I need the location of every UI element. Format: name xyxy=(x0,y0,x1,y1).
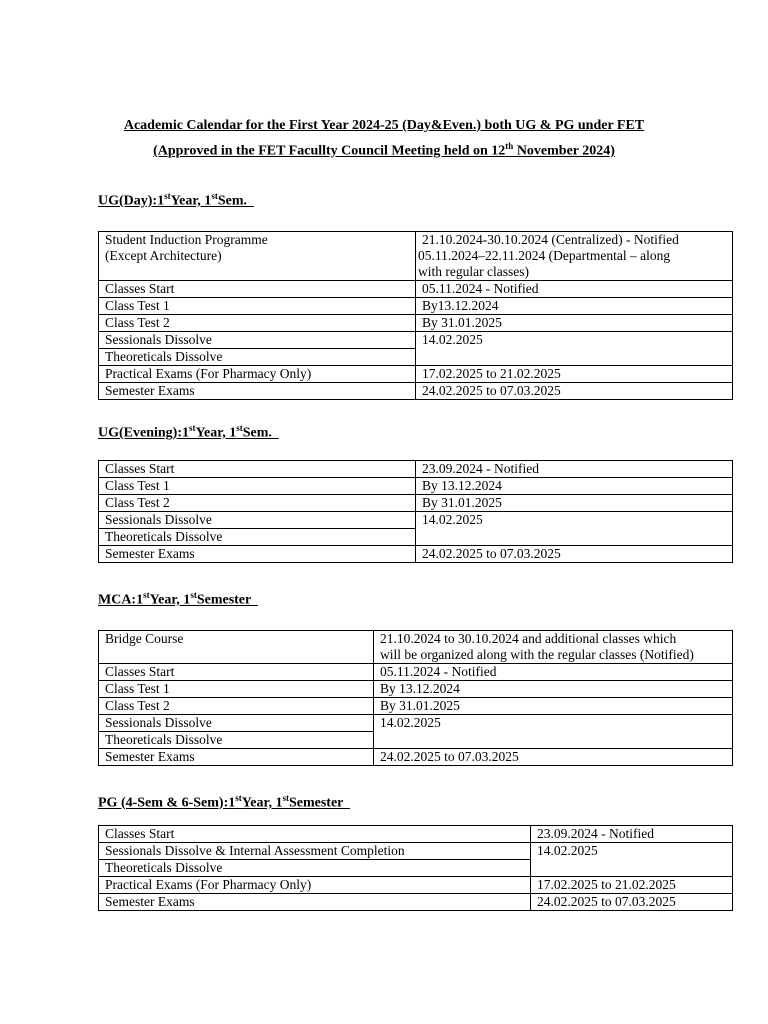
heading-sup: st xyxy=(143,590,150,600)
table-cell-label: Class Test 2 xyxy=(99,315,416,332)
table-cell-value: 24.02.2025 to 07.03.2025 xyxy=(531,894,733,911)
table-cell-value: 14.02.2025 xyxy=(416,332,733,349)
table-row xyxy=(99,512,733,529)
table-cell-value: By 31.01.2025 xyxy=(374,698,733,715)
heading-part: MCA:1 xyxy=(98,592,144,608)
table-cell-value xyxy=(374,732,733,749)
table-cell-label: Practical Exams (For Pharmacy Only) xyxy=(99,877,531,894)
table-cell-label: Sessionals Dissolve & Internal Assessment Completion xyxy=(99,843,531,860)
table-cell-label: Theoreticals Dissolve xyxy=(99,529,416,546)
table-cell-value: 24.02.2025 to 07.03.2025 xyxy=(416,546,733,563)
table-cell-label: Classes Start xyxy=(99,281,416,298)
pg-heading xyxy=(98,793,350,812)
table-cell-value: 24.02.2025 to 07.03.2025 xyxy=(416,383,733,400)
table-row xyxy=(99,349,733,366)
cell-text: Student Induction Programme xyxy=(105,232,268,247)
cell-text: 21.10.2024 to 30.10.2024 and additional classes which xyxy=(380,631,677,646)
table-cell-value xyxy=(416,232,733,281)
table-row xyxy=(99,332,733,349)
table-cell-value: 24.02.2025 to 07.03.2025 xyxy=(374,749,733,766)
table-cell-value: By 13.12.2024 xyxy=(374,681,733,698)
table-cell-label: Classes Start xyxy=(99,664,374,681)
table-cell-value: 05.11.2024 - Notified xyxy=(416,281,733,298)
table-cell-value: 14.02.2025 xyxy=(531,843,733,860)
table-cell-label: Practical Exams (For Pharmacy Only) xyxy=(99,366,416,383)
table-cell-label: Sessionals Dissolve xyxy=(99,512,416,529)
table-cell-value xyxy=(531,860,733,877)
cell-text: (Except Architecture) xyxy=(105,248,222,263)
table-cell-label: Class Test 2 xyxy=(99,698,374,715)
table-row xyxy=(99,843,733,860)
heading-part: Semester xyxy=(288,795,344,811)
heading-part: Year, 1 xyxy=(241,795,283,811)
table-cell-value: 05.11.2024 - Notified xyxy=(374,664,733,681)
table-cell-value: 17.02.2025 to 21.02.2025 xyxy=(531,877,733,894)
table-cell-label: Theoreticals Dissolve xyxy=(99,860,531,877)
ug-evening-table xyxy=(98,460,733,563)
heading-part: Sem. xyxy=(242,425,272,441)
heading-part: UG(Day):1 xyxy=(98,193,165,209)
table-cell-value: 23.09.2024 - Notified xyxy=(531,826,733,843)
cell-text: 05.11.2024–22.11.2024 (Departmental – along xyxy=(418,248,671,263)
heading-sup: st xyxy=(164,191,171,201)
table-cell-value xyxy=(374,631,733,664)
table-cell-label: Theoreticals Dissolve xyxy=(99,732,374,749)
table-cell-label: Semester Exams xyxy=(99,383,416,400)
cell-text: 21.10.2024-30.10.2024 (Centralized) - Notified xyxy=(422,232,679,247)
heading-sup: st xyxy=(282,793,289,803)
table-cell-label: Class Test 1 xyxy=(99,681,374,698)
table-cell-label xyxy=(99,232,416,281)
mca-table xyxy=(98,630,733,766)
table-cell-label: Bridge Course xyxy=(99,631,374,664)
ug-day-heading xyxy=(98,191,254,210)
table-cell-value: By 31.01.2025 xyxy=(416,315,733,332)
table-cell-value: 14.02.2025 xyxy=(416,512,733,529)
table-cell-value xyxy=(416,529,733,546)
table-cell-label: Classes Start xyxy=(99,461,416,478)
table-row xyxy=(99,383,733,400)
mca-heading xyxy=(98,590,258,609)
table-row xyxy=(99,698,733,715)
table-cell-label: Semester Exams xyxy=(99,894,531,911)
table-row xyxy=(99,315,733,332)
table-cell-label: Class Test 1 xyxy=(99,298,416,315)
table-cell-label: Semester Exams xyxy=(99,546,416,563)
table-cell-value: By 31.01.2025 xyxy=(416,495,733,512)
table-row xyxy=(99,495,733,512)
heading-part: UG(Evening):1 xyxy=(98,425,189,441)
table-cell-label: Sessionals Dissolve xyxy=(99,715,374,732)
ug-evening-heading xyxy=(98,423,279,442)
heading-part: PG (4-Sem & 6-Sem):1 xyxy=(98,795,236,811)
table-cell-label: Sessionals Dissolve xyxy=(99,332,416,349)
table-row xyxy=(99,860,733,877)
table-row xyxy=(99,826,733,843)
cell-text: will be organized along with the regular classes (Notified) xyxy=(380,647,694,662)
table-cell-label: Semester Exams xyxy=(99,749,374,766)
table-row xyxy=(99,749,733,766)
table-cell-value: 23.09.2024 - Notified xyxy=(416,461,733,478)
table-row xyxy=(99,529,733,546)
heading-sup: st xyxy=(211,191,218,201)
table-cell-label: Class Test 1 xyxy=(99,478,416,495)
table-row xyxy=(99,281,733,298)
heading-part: Sem. xyxy=(217,193,247,209)
heading-part: Year, 1 xyxy=(170,193,212,209)
heading-part: Year, 1 xyxy=(149,592,191,608)
calendar-title: Academic Calendar for the First Year 2024-25 (Day&Even.) both UG & PG under FET xyxy=(123,118,645,133)
heading-sup: st xyxy=(236,423,243,433)
table-row xyxy=(99,546,733,563)
table-cell-label: Theoreticals Dissolve xyxy=(99,349,416,366)
table-cell-label: Class Test 2 xyxy=(99,495,416,512)
cell-text: with regular classes) xyxy=(418,264,529,279)
table-row xyxy=(99,461,733,478)
table-row xyxy=(99,877,733,894)
subtitle-sup: th xyxy=(505,141,514,151)
subtitle-text: (Approved in the FET Facullty Council Meeting held on 12 xyxy=(153,143,506,159)
table-cell-value: 17.02.2025 to 21.02.2025 xyxy=(416,366,733,383)
table-cell-value xyxy=(416,349,733,366)
ug-day-table xyxy=(98,231,733,400)
heading-sup: st xyxy=(190,590,197,600)
table-row xyxy=(99,681,733,698)
table-cell-label: Classes Start xyxy=(99,826,531,843)
heading-part: Year, 1 xyxy=(195,425,237,441)
calendar-subtitle xyxy=(0,141,768,160)
table-row xyxy=(99,631,733,664)
table-row xyxy=(99,478,733,495)
heading-sup: st xyxy=(189,423,196,433)
table-cell-value: By13.12.2024 xyxy=(416,298,733,315)
pg-table xyxy=(98,825,733,911)
table-row xyxy=(99,298,733,315)
table-cell-value: By 13.12.2024 xyxy=(416,478,733,495)
table-row xyxy=(99,732,733,749)
table-row xyxy=(99,664,733,681)
table-row xyxy=(99,232,733,281)
table-row xyxy=(99,715,733,732)
table-row xyxy=(99,366,733,383)
table-row xyxy=(99,894,733,911)
heading-sup: st xyxy=(235,793,242,803)
table-cell-value: 14.02.2025 xyxy=(374,715,733,732)
subtitle-text-end: November 2024) xyxy=(513,143,615,159)
heading-part: Semester xyxy=(196,592,251,608)
